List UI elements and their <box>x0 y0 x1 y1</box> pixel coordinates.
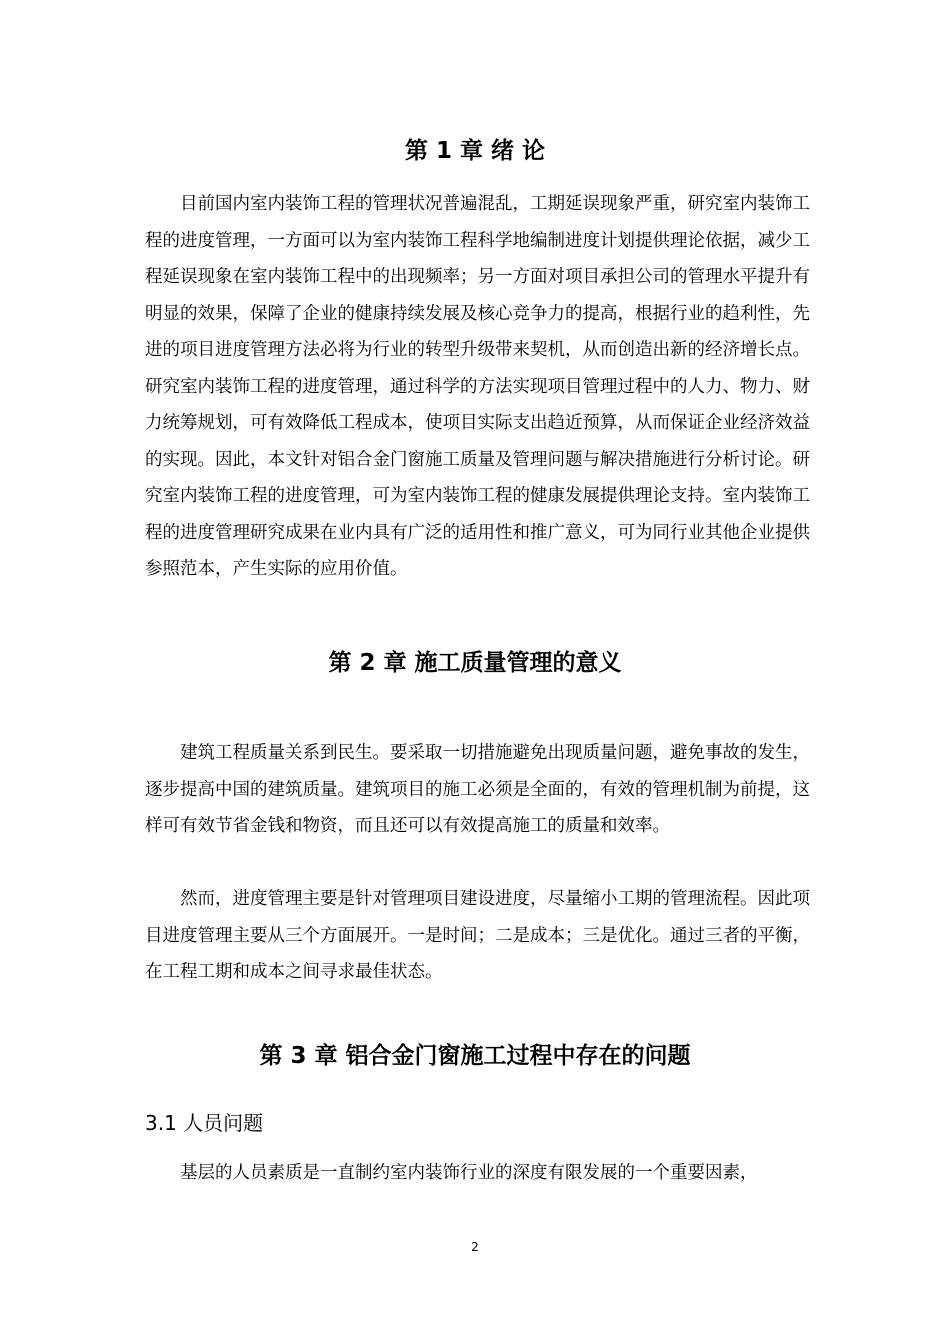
chapter-2-title: 第 2 章 施工质量管理的意义 <box>328 650 622 676</box>
section-3-1-paragraph-1: 基层的人员素质是一直制约室内装饰行业的深度有限发展的一个重要因素， <box>180 1163 758 1183</box>
chapter-2-paragraph-1: 建筑工程质量关系到民生。要采取一切措施避免出现质量问题，避免事故的发生，逐步提高中国的建筑质量。建筑项目的施工必须是全面的，有效的管理机制为前提，这样可有效节省金钱和物资，而且还可以有效提高施工的质量和效率。 <box>145 743 810 836</box>
page-number: 2 <box>471 1240 479 1254</box>
chapter-2-paragraph-2: 然而，进度管理主要是针对管理项目建设进度，尽量缩小工期的管理流程。因此项目进度管理主要从三个方面展开。一是时间；二是成本；三是优化。通过三者的平衡，在工程工期和成本之间寻求最佳状态。 <box>145 889 810 982</box>
section-3-1-title: 3.1 人员问题 <box>145 1111 264 1135</box>
chapter-3-title: 第 3 章 铝合金门窗施工过程中存在的问题 <box>259 1043 691 1069</box>
chapter-1-paragraph-1: 目前国内室内装饰工程的管理状况普遍混乱，工期延误现象严重，研究室内装饰工程的进度管理，一方面可以为室内装饰工程科学地编制进度计划提供理论依据，减少工程延误现象在室内装饰工程中的出现频率；另一方面对项目承担公司的管理水平提升有明显的效果，保障了企业的健康持续发展及核心竞争力的提高，根据行业的趋利性，先进的项目进度管理方法必将为行业的转型升级带来契机，从而创造出新的经济增长点。研究室内装饰工程的进度管理，通过科学的方法实现项目管理过程中的人力、物力、财力统筹规划，可有效降低工程成本，使项目实际支出趋近预算，从而保证企业经济效益的实现。因此，本文针对铝合金门窗施工质量及管理问题与解决措施进行分析讨论。研究室内装饰工程的进度管理，可为室内装饰工程的健康发展提供理论支持。室内装饰工程的进度管理研究成果在业内具有广泛的适用性和推广意义，可为同行业其他企业提供参照范本，产生实际的应用价值。 <box>145 194 810 579</box>
chapter-1-title: 第 1 章 绪 论 <box>404 138 546 164</box>
